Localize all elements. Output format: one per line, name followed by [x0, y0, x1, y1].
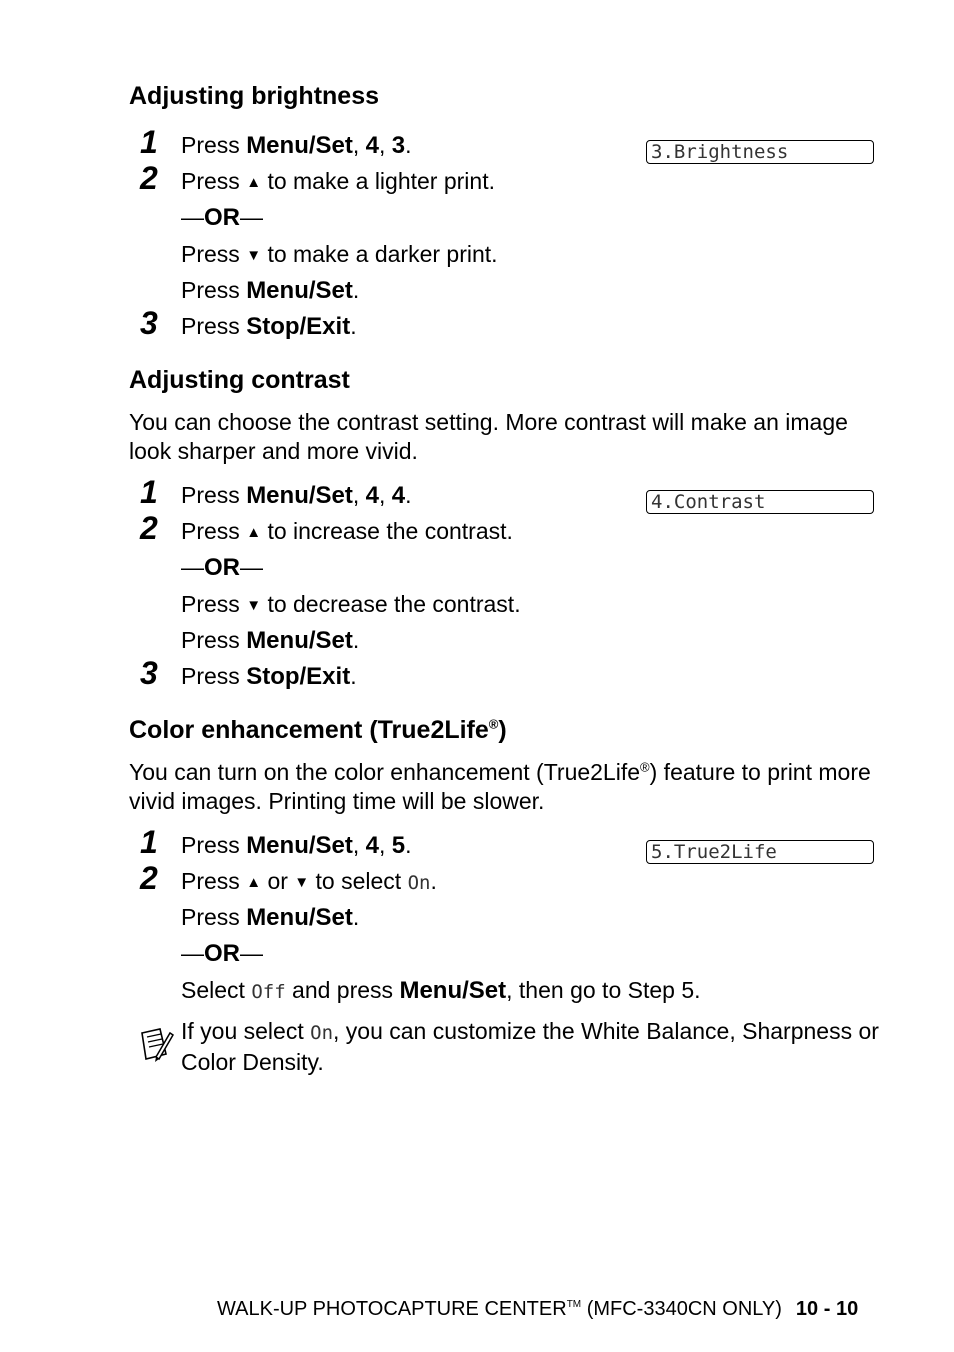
step-2-confirm-line: Press Menu/Set. [181, 904, 360, 931]
step-number-2: 2 [140, 160, 158, 196]
step-2-off-line: Select Off and press Menu/Set, then go to Step 5. [181, 977, 701, 1004]
step-2-line: Press ▲ or ▼ to select On. [181, 868, 437, 894]
or-separator: —OR— [181, 940, 263, 967]
heading-color-enhancement: Color enhancement (True2Life®) [129, 716, 507, 744]
contrast-intro: You can choose the contrast setting. More contrast will make an image look sharper and more vivid. [129, 409, 848, 464]
step-number-1: 1 [140, 474, 158, 510]
lcd-display-contrast: 4.Contrast [646, 490, 874, 514]
step-1-line: Press Menu/Set, 4, 4. [181, 482, 412, 509]
or-separator: —OR— [181, 554, 263, 581]
step-3-line: Press Stop/Exit. [181, 313, 357, 340]
step-number-1: 1 [140, 824, 158, 860]
step-2-confirm-line: Press Menu/Set. [181, 627, 360, 654]
step-2-confirm-line: Press Menu/Set. [181, 277, 360, 304]
lcd-display-true2life: 5.True2Life [646, 840, 874, 864]
down-arrow-icon: ▼ [294, 874, 310, 891]
step-3-line: Press Stop/Exit. [181, 663, 357, 690]
lcd-display-brightness: 3.Brightness [646, 140, 874, 164]
step-2-line: Press ▲ to increase the contrast. [181, 518, 513, 544]
page-number: 10 - 10 [795, 1298, 859, 1320]
step-1-line: Press Menu/Set, 4, 3. [181, 132, 412, 159]
down-arrow-icon: ▼ [246, 597, 262, 614]
step-1-line: Press Menu/Set, 4, 5. [181, 832, 412, 859]
step-number-3: 3 [140, 305, 158, 341]
step-2-line: Press ▲ to make a lighter print. [181, 168, 495, 194]
note-pencil-icon [136, 1024, 176, 1064]
down-arrow-icon: ▼ [246, 247, 262, 264]
color-enhancement-intro: You can turn on the color enhancement (True2Life®) feature to print more vivid images. Printing time will be slower. [129, 759, 871, 814]
or-separator: —OR— [181, 204, 263, 231]
up-arrow-icon: ▲ [246, 874, 262, 891]
step-number-2: 2 [140, 510, 158, 546]
step-2-alt-line: Press ▼ to make a darker print. [181, 241, 498, 267]
heading-adjusting-contrast: Adjusting contrast [129, 366, 350, 394]
step-number-3: 3 [140, 655, 158, 691]
up-arrow-icon: ▲ [246, 524, 262, 541]
up-arrow-icon: ▲ [246, 174, 262, 191]
heading-adjusting-brightness: Adjusting brightness [129, 82, 379, 110]
page-footer: WALK-UP PHOTOCAPTURE CENTER™ (MFC-3340CN ONLY) 10 - 10 [217, 1298, 859, 1320]
step-number-2: 2 [140, 860, 158, 896]
step-number-1: 1 [140, 124, 158, 160]
note-text: If you select On, you can customize the White Balance, Sharpness or Color Density. [181, 1018, 879, 1075]
step-2-alt-line: Press ▼ to decrease the contrast. [181, 591, 521, 617]
